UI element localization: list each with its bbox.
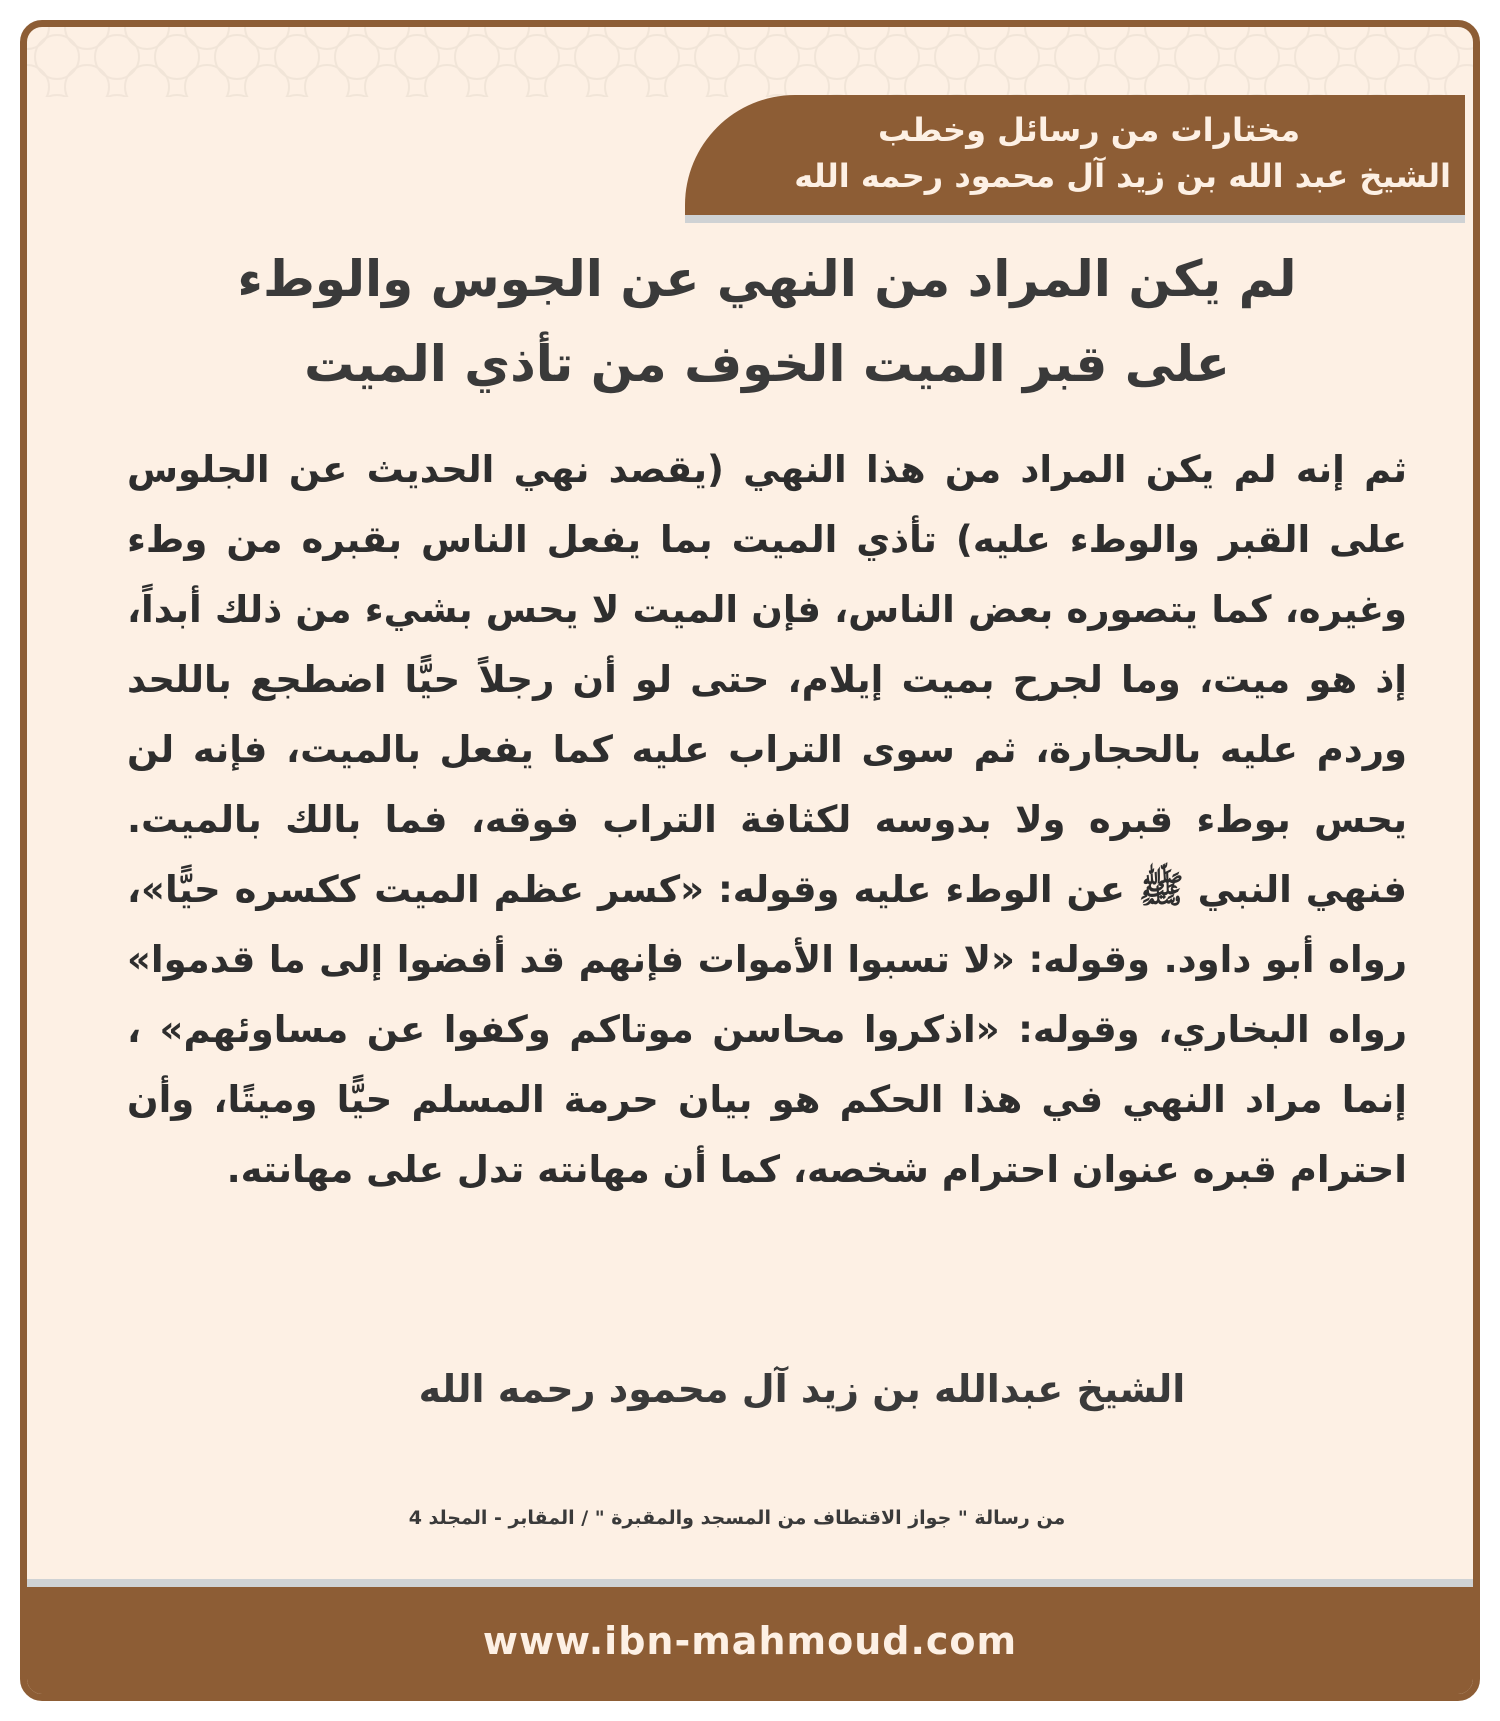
footer-divider xyxy=(27,1579,1473,1587)
title-line-1: لم يكن المراد من النهي عن الجوس والوطء xyxy=(237,250,1297,308)
footer-bar xyxy=(27,1587,1473,1694)
series-title: مختارات من رسائل وخطب xyxy=(877,111,1300,149)
website-link[interactable]: www.ibn-mahmoud.com xyxy=(482,1618,1018,1663)
arabesque-pattern xyxy=(27,27,1473,97)
source-citation: من رسالة " جواز الاقتطاف من المسجد والمقبرة " / المقابر - المجلد 4 xyxy=(408,1507,1066,1529)
title-line-2: على قبر الميت الخوف من تأذي الميت xyxy=(304,335,1230,393)
body-paragraph: ثم إنه لم يكن المراد من هذا النهي (يقصد نهي الحديث عن الجلوس على القبر والوطء عليه) تأذي الميت بما يفعل الناس بقبره من وطء وغيره، كما يتصوره بعض الناس، فإن الميت لا يحس بشيء من ذلك أبداً، إذ هو ميت، وما لجرح بميت إيلام، حتى لو أن رجلاً حيًّا اضطجع باللحد وردم عليه بالحجارة، ثم سوى التراب عليه كما يفعل بالميت، فإنه لن يحس بوطء قبره ولا بدوسه لكثافة التراب فوقه، فما بالك بالميت. فنهي النبي ﷺ عن الوطء عليه وقوله: «كسر عظم الميت ككسره حيًّا»، رواه أبو داود. وقوله: «لا تسبوا الأموات فإنهم قد أفضوا إلى ما قدموا» رواه البخاري، وقوله: «اذكروا محاسن موتاكم وكفوا عن مساوئهم» ، إنما مراد النهي في هذا الحكم هو بيان حرمة المسلم حيًّا وميتًا، وأن احترام قبره عنوان احترام شخصه، كما أن مهانته تدل على مهانته. xyxy=(127,448,1407,1191)
header-banner xyxy=(685,95,1465,215)
page-title xyxy=(147,237,1387,407)
author-name-header: الشيخ عبد الله بن زيد آل محمود رحمه الله xyxy=(794,157,1451,195)
post-card xyxy=(20,20,1480,1701)
signature: الشيخ عبدالله بن زيد آل محمود رحمه الله xyxy=(418,1367,1186,1411)
